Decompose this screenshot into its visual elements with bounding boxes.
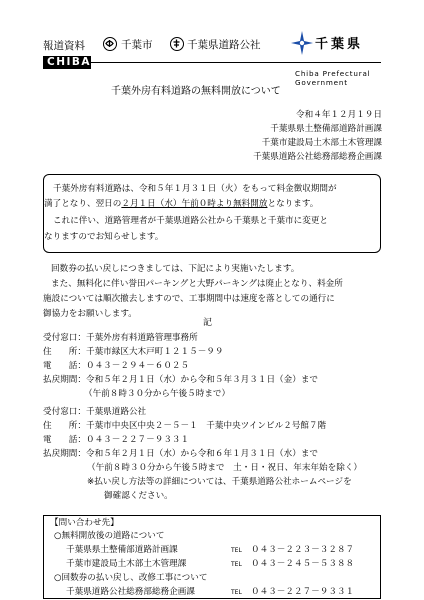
detail-row: 住 所：千葉市中央区中央２－５－１ 千葉中央ツインビル２号館７階	[43, 421, 327, 431]
contact-section: ○無料開放後の道路について	[54, 531, 165, 541]
release-date: 令和４年１２月１９日	[296, 110, 382, 120]
issuer-org: 千葉県県土整備部道路計画課	[270, 124, 382, 134]
free-open-highlight: ２月１日（水）午前０時より無料開放	[121, 199, 268, 209]
tel-mark: TEL	[231, 547, 242, 554]
announcement-line: なりますのでお知らせします。	[44, 232, 164, 242]
chiba-city-logo-icon	[103, 37, 117, 51]
chiba-pref-name: 千葉県	[315, 37, 364, 52]
body-paragraph: 施設については順次撤去しますので、工事期間中は速度を落としての通行に	[43, 294, 335, 304]
issuer-org: 千葉県道路公社総務部総務企画課	[253, 152, 382, 162]
chiba-pref-emblem-icon	[291, 31, 313, 58]
issuer-org: 千葉市建設局土木部土木管理課	[261, 138, 382, 148]
contact-heading: 【問い合わせ先】	[50, 518, 119, 528]
tel-mark: TEL	[231, 561, 242, 568]
contact-org: 千葉県県土整備部道路計画課	[66, 545, 178, 555]
contact-phone[interactable]: ０４３－２２３－３２８７	[251, 545, 355, 555]
announcement-line: 満了となり、翌日の２月１日（水）午前０時より無料開放となります。	[44, 199, 319, 209]
announcement-box	[43, 174, 381, 253]
band-rule	[91, 62, 381, 63]
body-paragraph: 回数券の払い戻しにつきましては、下記により実施いたします。	[51, 264, 300, 274]
detail-row: 受付窓口：千葉外房有料道路管理事務所	[43, 333, 198, 343]
page-title: 千葉外房有料道路の無料開放について	[111, 86, 281, 97]
detail-row: 払戻期間：令和５年２月１日（水）から令和５年３月３１日（金）まで	[43, 375, 319, 385]
press-release-label: 報道資料	[43, 40, 85, 52]
contact-org: 千葉県道路公社総務部総務企画課	[66, 587, 195, 597]
detail-row: 受付窓口：千葉県道路公社	[43, 407, 147, 417]
chiba-wordmark: CHIBA	[47, 56, 92, 68]
detail-hours: （午前８時３０分から午後５時まで 土・日・祝日、年末年始を除く）	[87, 463, 363, 473]
detail-row: 電 話：０４３－２２７－９３３１	[43, 435, 190, 445]
detail-row: 払戻期間：令和５年２月１日（水）から令和６年１月３１日（水）まで	[43, 449, 319, 459]
tel-mark: TEL	[231, 589, 242, 596]
detail-note: 御確認ください。	[104, 491, 173, 501]
notes-heading: 記	[203, 318, 213, 328]
body-paragraph: また、無料化に伴い誉田パーキングと大野パーキングは廃止となり、料金所	[51, 279, 343, 289]
contact-phone[interactable]: ０４３－２２７－９３３１	[251, 587, 355, 597]
contact-org: 千葉市建設局土木部土木管理課	[66, 559, 187, 569]
detail-row: 電 話：０４３－２９４－６０２５	[43, 361, 190, 371]
road-corp-name: 千葉県道路公社	[187, 39, 261, 51]
contact-box	[43, 515, 381, 599]
detail-note: ※払い戻し方法等の詳細については、千葉県道路公社ホームページを	[87, 477, 352, 487]
contact-phone[interactable]: ０４３－２４５－５３８８	[251, 559, 355, 569]
detail-hours: （午前８時３０分から午後５時まで）	[84, 389, 231, 399]
announcement-line: これに伴い、道路管理者が千葉県道路公社から千葉県と千葉市に変更と	[53, 216, 329, 226]
body-paragraph: 御協力をお願いします。	[43, 309, 137, 319]
detail-row: 住 所：千葉市緑区大木戸町１２１５－９９	[43, 347, 224, 357]
contact-section: ○回数券の払い戻し、改修工事について	[54, 573, 208, 583]
road-corp-logo-icon	[170, 37, 184, 51]
announcement-line: 千葉外房有料道路は、令和５年１月３１日（火）をもって料金徴収期間が	[53, 184, 337, 194]
government-caption: Chiba Prefectural Government	[295, 69, 371, 87]
chiba-city-name: 千葉市	[121, 39, 153, 51]
chiba-band	[43, 56, 381, 87]
